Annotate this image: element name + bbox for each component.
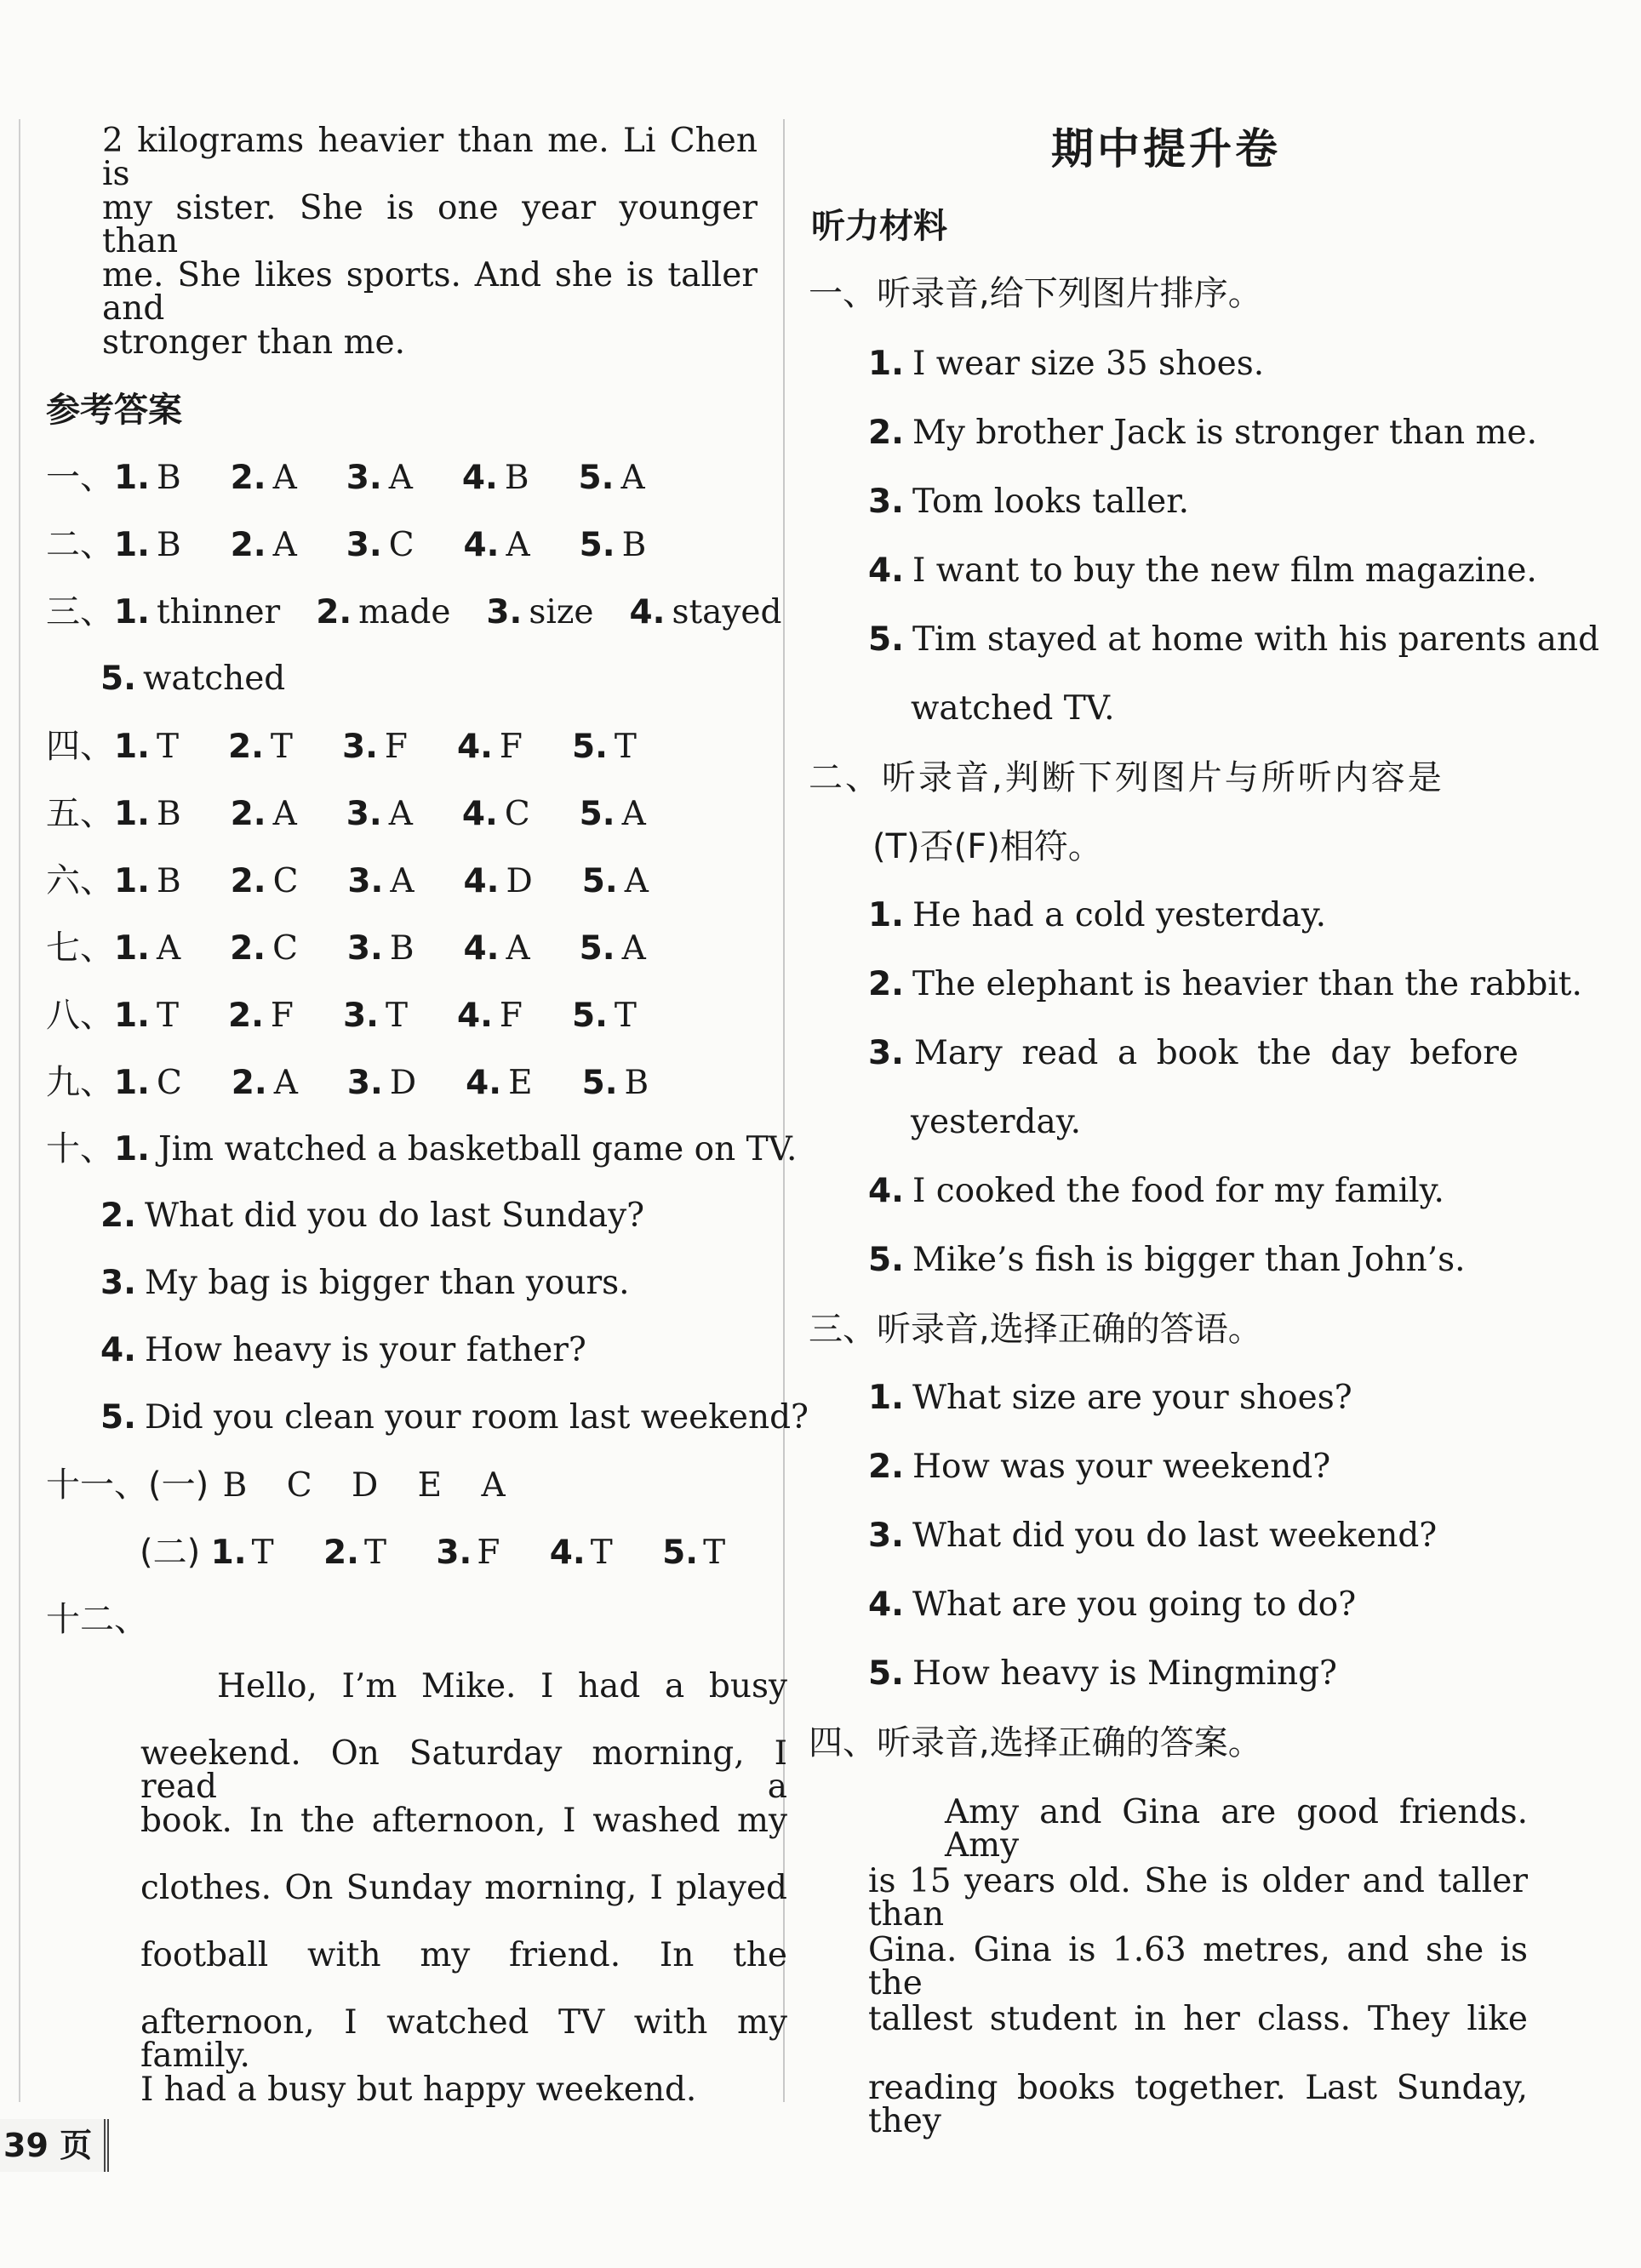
continuation-line-4: stronger than me. xyxy=(102,323,406,362)
part-2-item-2: 2. The elephant is heavier than the rabbit. xyxy=(868,965,1582,1003)
answer-row xyxy=(46,727,637,766)
answer-value: A xyxy=(272,795,297,833)
item-number: 4. xyxy=(629,593,666,631)
continuation-line-1: 2 kilograms heavier than me. Li Chen is xyxy=(102,122,758,193)
answer-item xyxy=(231,797,297,831)
part-4-line-1: Amy and Gina are good friends. Amy xyxy=(945,1793,1528,1865)
answer-value: A xyxy=(272,526,297,564)
order-answer: A xyxy=(481,1466,506,1505)
answer-value: B xyxy=(621,526,647,564)
part-label: (一) xyxy=(148,1465,209,1505)
item-number: 2. xyxy=(230,459,266,497)
item-number: 5. xyxy=(579,526,615,564)
item-number: 5. xyxy=(579,795,615,833)
answer-value: B xyxy=(156,526,181,564)
section-11-part-2 xyxy=(140,1533,726,1572)
answer-item xyxy=(346,797,413,831)
part-3-item-3: 3. What did you do last weekend? xyxy=(868,1517,1438,1555)
answer-item xyxy=(486,593,594,631)
section-label: 四、 xyxy=(46,727,114,766)
answer-row xyxy=(46,996,637,1035)
answer-value: A xyxy=(506,929,530,968)
answer-value: C xyxy=(272,929,298,968)
answer-value: C xyxy=(156,1064,182,1102)
answer-value: D xyxy=(506,862,533,900)
part-2-item-3: 3. Mary read a book the day before xyxy=(868,1034,1518,1072)
exam-title: 期中提升卷 xyxy=(1051,124,1281,174)
answer-value: C xyxy=(388,526,415,564)
continuation-line-2: my sister. She is one year younger than xyxy=(102,189,758,260)
part-1-item-2: 2. My brother Jack is stronger than me. xyxy=(868,414,1537,452)
passage-line-4: clothes. On Sunday morning, I played xyxy=(140,1869,787,1907)
passage-line-6: afternoon, I watched TV with my family. xyxy=(140,2003,787,2075)
answer-value: C xyxy=(504,795,530,833)
section-label: 六、 xyxy=(46,861,114,900)
part-1-item-4: 4. I want to buy the new film magazine. xyxy=(868,551,1537,590)
answer-row xyxy=(100,660,286,698)
sentence: Did you clean your room last weekend? xyxy=(144,1398,809,1437)
section-label: 七、 xyxy=(46,928,114,968)
item-number: 4. xyxy=(461,459,498,497)
answer-item xyxy=(114,929,181,968)
answer-value: made xyxy=(358,593,451,631)
answer-item xyxy=(347,862,415,900)
part-4-line-4: tallest student in her class. They like xyxy=(868,2000,1528,2038)
answer-value: D xyxy=(389,1064,417,1102)
answer-value: F xyxy=(499,728,523,766)
answer-item xyxy=(114,728,179,766)
part-3-item-1: 1. What size are your shoes? xyxy=(868,1379,1352,1417)
passage-line-5: football with my friend. In the xyxy=(140,1936,787,1974)
part-2-item-5: 5. Mike’s fish is bigger than John’s. xyxy=(868,1241,1466,1279)
answer-item xyxy=(463,862,533,900)
answer-item xyxy=(114,797,181,831)
item-number: 1. xyxy=(114,929,150,968)
item-number: 3. xyxy=(341,728,378,766)
answer-item xyxy=(456,997,523,1035)
order-answer: E xyxy=(417,1466,443,1505)
item-number: 1. xyxy=(114,526,150,564)
answer-value: T xyxy=(385,997,408,1035)
part-4-line-2: is 15 years old. She is older and taller than xyxy=(868,1862,1528,1934)
answer-item xyxy=(346,929,415,968)
answer-item xyxy=(114,1066,182,1100)
answer-item xyxy=(461,459,529,497)
answer-item xyxy=(346,459,413,497)
item-number: 3. xyxy=(346,795,382,833)
answer-item xyxy=(114,593,281,631)
answers-heading: 参考答案 xyxy=(46,391,182,430)
item-number: 3. xyxy=(346,1064,383,1102)
part-3-item-4: 4. What are you going to do? xyxy=(868,1585,1357,1624)
item-number: 2. xyxy=(227,728,264,766)
answer-item xyxy=(231,528,297,562)
answer-value: A xyxy=(388,795,413,833)
item-number: 2. xyxy=(316,593,352,631)
answer-value: A xyxy=(621,929,646,968)
part-2-item-1: 1. He had a cold yesterday. xyxy=(868,896,1326,934)
item-number: 1. xyxy=(114,997,150,1035)
order-answer: B xyxy=(222,1466,248,1505)
passage-line-3: book. In the afternoon, I washed my xyxy=(140,1802,787,1840)
answer-value: T xyxy=(270,728,293,766)
answer-value: A xyxy=(272,459,297,497)
part-2-heading-line-2: (T)否(F)相符。 xyxy=(872,827,1102,866)
item-number: 4. xyxy=(456,728,493,766)
section-10-row-1 xyxy=(46,1129,798,1168)
part-2-heading-line-1: 二、听录音,判断下列图片与所听内容是 xyxy=(809,758,1444,797)
answer-item xyxy=(462,797,530,831)
answer-value: T xyxy=(614,997,637,1035)
item-number: 3. xyxy=(100,1264,136,1302)
answer-item xyxy=(230,459,297,497)
section-10-row-3 xyxy=(100,1266,630,1300)
answer-value: T xyxy=(156,997,179,1035)
part-4-heading: 四、听录音,选择正确的答案。 xyxy=(809,1723,1262,1762)
part-3-heading: 三、听录音,选择正确的答语。 xyxy=(809,1310,1262,1349)
answer-value: F xyxy=(270,997,294,1035)
answer-item xyxy=(578,459,645,497)
answer-item: 1. T xyxy=(210,1534,274,1572)
page-edge-line xyxy=(19,119,20,2102)
item-number: 3. xyxy=(486,593,523,631)
passage-line-2: weekend. On Saturday morning, I read a xyxy=(140,1734,787,1806)
answer-item xyxy=(114,459,181,497)
item-number: 2. xyxy=(230,929,266,968)
part-1-item-3: 3. Tom looks taller. xyxy=(868,483,1189,521)
section-12-label: 十二、 xyxy=(46,1600,148,1639)
answer-value: A xyxy=(388,459,413,497)
answer-item xyxy=(232,1066,298,1100)
answer-item xyxy=(464,528,530,562)
item-number: 2. xyxy=(100,1197,136,1235)
item-number: 1. xyxy=(114,593,150,631)
part-2-item-4: 4. I cooked the food for my family. xyxy=(868,1172,1444,1210)
item-number: 5. xyxy=(100,1398,136,1437)
answer-item xyxy=(346,528,415,562)
answer-item xyxy=(341,728,408,766)
answer-row xyxy=(46,592,782,631)
answer-value: A xyxy=(620,459,645,497)
part-label: (二) xyxy=(140,1533,201,1572)
answer-value: F xyxy=(499,997,523,1035)
answer-value: B xyxy=(156,795,181,833)
section-label: 五、 xyxy=(46,794,114,833)
item-number: 1. xyxy=(114,795,150,833)
part-4-line-5: reading books together. Last Sunday, they xyxy=(868,2069,1528,2140)
section-11-part-1 xyxy=(46,1465,506,1505)
sentence: Jim watched a basketball game on TV. xyxy=(157,1130,798,1168)
item-number: 1. xyxy=(114,1130,150,1168)
part-1-heading: 一、听录音,给下列图片排序。 xyxy=(809,274,1262,313)
item-number: 1. xyxy=(114,728,150,766)
answer-row xyxy=(46,861,649,900)
passage-line-1: Hello, I’m Mike. I had a busy xyxy=(217,1667,787,1705)
item-number: 5. xyxy=(578,459,615,497)
answer-value: stayed xyxy=(672,593,782,631)
answer-value: A xyxy=(273,1064,298,1102)
section-label: 三、 xyxy=(46,592,114,631)
sentence: How heavy is your father? xyxy=(144,1331,586,1369)
item-number: 2. xyxy=(231,1064,267,1102)
answer-value: B xyxy=(389,929,415,968)
part-3-item-5: 5. How heavy is Mingming? xyxy=(868,1654,1337,1693)
answer-item xyxy=(230,862,299,900)
item-number: 4. xyxy=(463,526,500,564)
answer-item xyxy=(342,997,408,1035)
part-1-item-5-cont: watched TV. xyxy=(911,689,1115,728)
item-number: 3. xyxy=(342,997,379,1035)
answer-item: 3. F xyxy=(436,1534,500,1572)
part-3-item-2: 2. How was your weekend? xyxy=(868,1448,1331,1486)
answer-item: 2. T xyxy=(323,1534,386,1572)
continuation-line-3: me. She likes sports. And she is taller and xyxy=(102,256,758,328)
item-number: 1. xyxy=(114,1064,150,1102)
section-label: 二、 xyxy=(46,525,114,564)
section-label: 十、 xyxy=(46,1129,114,1168)
answer-value: B xyxy=(624,1064,649,1102)
answer-item xyxy=(463,929,530,968)
section-10-row-2 xyxy=(100,1197,645,1235)
item-number: 4. xyxy=(456,997,493,1035)
answer-item xyxy=(466,1066,532,1100)
answer-value: thinner xyxy=(156,593,281,631)
answer-value: A xyxy=(621,795,646,833)
answer-item xyxy=(581,862,649,900)
item-number: 3. xyxy=(346,526,382,564)
answer-item: 4. T xyxy=(549,1534,613,1572)
item-number: 4. xyxy=(466,1064,502,1102)
sentence: What did you do last Sunday? xyxy=(144,1197,645,1235)
item-number: 2. xyxy=(230,795,266,833)
answer-value: T xyxy=(614,728,637,766)
part-1-item-5: 5. Tim stayed at home with his parents and xyxy=(868,620,1600,659)
part-4-line-3: Gina. Gina is 1.63 metres, and she is the xyxy=(868,1931,1528,2002)
answer-item xyxy=(580,528,647,562)
answer-item xyxy=(582,1066,649,1100)
answer-value: B xyxy=(156,862,181,900)
item-number: 1. xyxy=(114,459,150,497)
answer-item xyxy=(230,929,298,968)
section-10-row-4 xyxy=(100,1331,586,1369)
passage-line-7: I had a busy but happy weekend. xyxy=(140,2071,697,2109)
item-number: 4. xyxy=(463,862,500,900)
answer-value: A xyxy=(506,526,530,564)
answer-row xyxy=(46,928,646,968)
answer-item xyxy=(227,997,294,1035)
order-answer: C xyxy=(286,1466,312,1505)
part-2-item-3-cont: yesterday. xyxy=(911,1103,1081,1141)
answer-row xyxy=(46,794,646,833)
answer-item xyxy=(571,728,637,766)
answer-item xyxy=(316,593,451,631)
answer-value: E xyxy=(508,1064,533,1102)
section-label: 九、 xyxy=(46,1063,114,1102)
answer-item xyxy=(579,929,646,968)
answer-item xyxy=(100,660,286,698)
item-number: 4. xyxy=(100,1331,136,1369)
answer-value: T xyxy=(156,728,179,766)
item-number: 5. xyxy=(571,997,608,1035)
materials-heading: 听力材料 xyxy=(811,207,947,246)
section-label: 八、 xyxy=(46,996,114,1035)
section-10-row-5 xyxy=(100,1398,809,1437)
item-number: 3. xyxy=(346,459,382,497)
answer-value: C xyxy=(272,862,299,900)
answer-value: A xyxy=(624,862,649,900)
answer-item xyxy=(114,997,179,1035)
part-1-item-1: 1. I wear size 35 shoes. xyxy=(868,345,1265,383)
item-number: 2. xyxy=(230,526,266,564)
answer-item: 5. T xyxy=(662,1534,726,1572)
answer-value: size xyxy=(529,593,594,631)
item-number: 3. xyxy=(346,929,383,968)
answer-item xyxy=(227,728,293,766)
order-answer: D xyxy=(351,1466,379,1505)
item-number: 1. xyxy=(114,862,150,900)
answer-item xyxy=(114,862,181,900)
answer-value: B xyxy=(156,459,181,497)
item-number: 5. xyxy=(100,660,136,698)
answer-item xyxy=(347,1066,416,1100)
item-number: 2. xyxy=(230,862,266,900)
item-number: 2. xyxy=(227,997,264,1035)
page-number: 39 页 xyxy=(0,2119,109,2172)
answer-value: F xyxy=(384,728,408,766)
answer-value: watched xyxy=(142,660,286,698)
answer-row xyxy=(46,1065,649,1100)
item-number: 4. xyxy=(463,929,500,968)
answer-value: A xyxy=(156,929,181,968)
section-label: 一、 xyxy=(46,458,114,497)
section-label: 十一、 xyxy=(46,1465,148,1505)
item-number: 4. xyxy=(461,795,498,833)
answer-item xyxy=(114,528,181,562)
answer-item xyxy=(629,593,782,631)
answer-row xyxy=(46,525,647,564)
answer-item xyxy=(580,797,646,831)
item-number: 5. xyxy=(581,862,618,900)
item-number: 5. xyxy=(579,929,615,968)
sentence: My bag is bigger than yours. xyxy=(144,1264,630,1302)
item-number: 3. xyxy=(347,862,384,900)
answer-value: A xyxy=(390,862,415,900)
answer-item xyxy=(571,997,637,1035)
item-number: 5. xyxy=(571,728,608,766)
answer-row xyxy=(46,458,645,497)
answer-item xyxy=(456,728,523,766)
answer-value: B xyxy=(504,459,529,497)
item-number: 5. xyxy=(581,1064,618,1102)
